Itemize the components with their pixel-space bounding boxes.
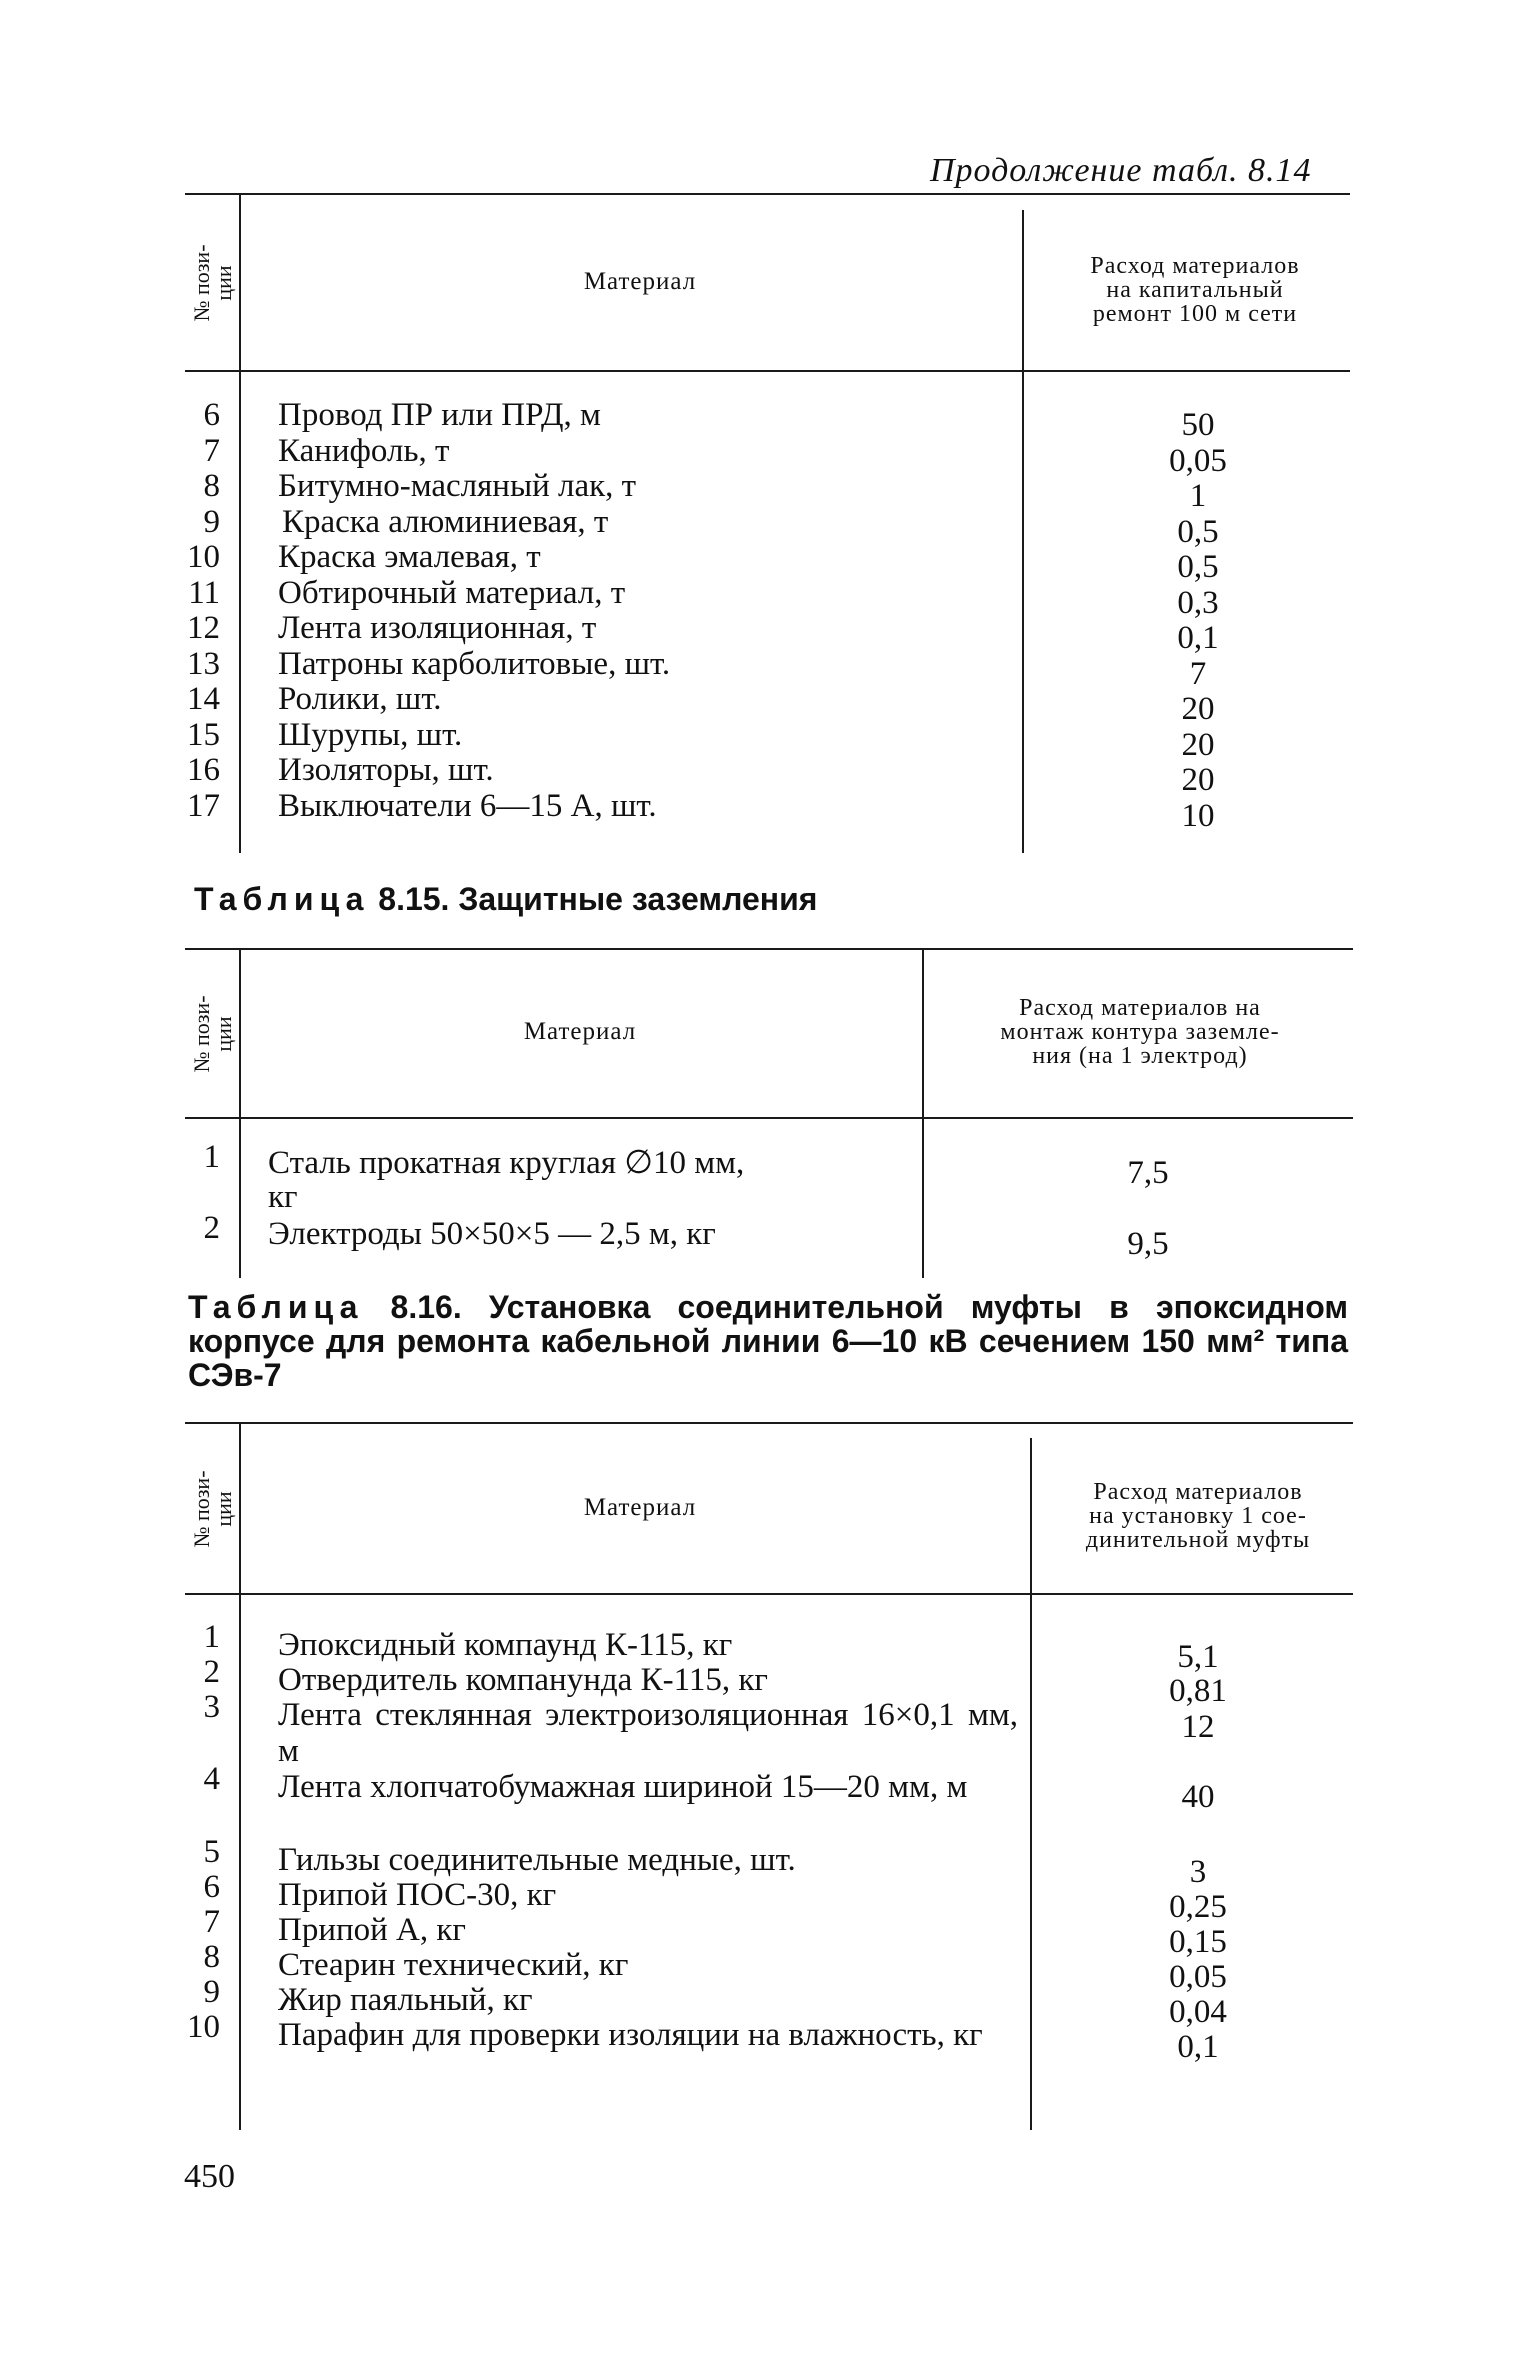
material-quantity: 7 [1189,655,1207,692]
material-column-header: Материал [583,268,697,295]
position-number: 6 [203,397,220,433]
material-name: Припой ПОС-30, кг [278,1877,557,1913]
position-number: 3 [203,1689,220,1725]
material-name: Стеарин технический, кг [278,1947,629,1983]
material-name: Эпоксидный компаунд К-115, кг [278,1627,733,1663]
material-quantity: 0,15 [1169,1924,1227,1960]
column-divider [922,948,924,1278]
material-quantity: 0,05 [1169,1959,1227,1995]
material-quantity: 20 [1181,726,1215,763]
table-header-rule [185,1593,1353,1595]
continuation-header: Продолжение табл. 8.14 [930,152,1312,189]
table-row [0,397,1536,443]
material-name: Канифоль, т [278,432,450,469]
table-row [0,468,1536,514]
material-name: Шурупы, шт. [278,716,463,753]
position-column-header: № пози- ции [189,1470,236,1548]
position-number: 15 [187,716,220,753]
table-top-rule [185,948,1353,950]
material-name: Электроды 50×50×5 — 2,5 м, кг [268,1216,716,1252]
material-quantity: 0,5 [1177,513,1219,550]
position-number: 10 [187,2009,220,2045]
material-name-continued: кг [268,1179,298,1215]
position-number: 16 [187,752,220,788]
material-quantity: 0,05 [1169,442,1227,479]
material-quantity: 40 [1181,1779,1215,1815]
material-quantity: 50 [1181,407,1215,443]
position-number: 14 [187,681,220,717]
caption-text: 8.16. Установка соединительной муфты в эпоксидном корпусе для ремонта кабельной линии 6—10 кВ сечением 150 мм² типа СЭв-7 [188,1289,1349,1393]
table-caption [194,882,817,916]
material-name: Лента изоляционная, т [278,610,597,646]
material-name: Выключатели 6—15 А, шт. [278,787,657,824]
rate-column-header: Расход материалов на установку 1 сое- динительной муфты [1085,1479,1311,1553]
material-quantity: 0,5 [1177,549,1219,585]
table-header-rule [185,370,1350,372]
caption-text: 8.15. Защитные заземления [378,881,818,917]
position-number: 7 [203,1904,220,1940]
table-body [0,397,1536,834]
table-row [0,503,1536,550]
position-number: 2 [203,1210,220,1246]
table-row [0,574,1536,621]
material-quantity: 5,1 [1177,1639,1219,1675]
table-row [0,716,1536,763]
material-quantity: 9,5 [1127,1226,1169,1262]
table-row [0,787,1536,834]
position-number: 10 [187,539,220,575]
position-number: 12 [187,610,220,646]
position-number: 11 [188,574,220,611]
material-quantity: 0,1 [1177,620,1219,656]
material-quantity: 0,3 [1177,584,1219,621]
page-number: 450 [184,2158,235,2195]
material-quantity: 10 [1181,797,1215,834]
material-quantity: 3 [1189,1854,1207,1890]
table-caption [188,1290,1348,1392]
material-name: Отвердитель компанунда К-115, кг [278,1662,768,1698]
material-name: Гильзы соединительные медные, шт. [278,1842,796,1878]
caption-label: Таблица [188,1289,364,1325]
material-quantity: 20 [1181,762,1215,798]
position-number: 8 [203,1939,220,1975]
rate-column-header: Расход материалов на капитальный ремонт 100 м сети [1090,253,1300,327]
column-divider [239,948,241,1278]
caption-label: Таблица [194,881,370,917]
position-number: 1 [203,1139,220,1175]
material-name: Краска эмалевая, т [278,539,541,575]
material-column-header: Материал [583,1494,697,1521]
table-top-rule [185,1422,1353,1424]
table-row [0,681,1536,727]
table-top-rule [185,193,1350,195]
position-number: 6 [203,1869,220,1905]
material-name: Лента стеклянная электроизоляционная 16×0,1 мм, м [278,1697,1018,1769]
position-number: 2 [203,1654,220,1690]
table-row [0,610,1536,656]
column-divider [1030,1438,1032,2130]
material-quantity: 0,1 [1177,2029,1219,2065]
material-name: Сталь прокатная круглая ∅10 мм, [268,1145,745,1181]
table-row [0,432,1536,479]
material-name: Ролики, шт. [278,681,442,717]
position-number: 4 [203,1761,220,1797]
material-name: Лента хлопчатобумажная шириной 15—20 мм, м [278,1769,968,1805]
material-quantity: 12 [1181,1709,1215,1745]
position-column-header: № пози- ции [189,244,236,322]
material-name: Провод ПР или ПРД, м [278,397,601,433]
position-number: 9 [203,1974,220,2010]
position-column-header: № пози- ции [189,995,236,1073]
table-header-rule [185,1117,1353,1119]
material-column-header: Материал [523,1018,637,1045]
position-number: 13 [187,645,220,682]
position-number: 8 [203,468,220,504]
material-name: Жир паяльный, кг [278,1982,533,2018]
position-number: 7 [203,432,220,469]
material-quantity: 0,25 [1169,1889,1227,1925]
material-quantity: 1 [1189,478,1207,514]
material-name: Битумно-масляный лак, т [278,468,637,504]
position-number: 1 [203,1619,220,1655]
column-divider [239,1422,241,2130]
position-number: 9 [203,503,220,540]
material-name: Изоляторы, шт. [278,752,494,788]
position-number: 5 [203,1834,220,1870]
material-quantity: 7,5 [1127,1155,1169,1191]
material-name: Парафин для проверки изоляции на влажность, кг [278,2017,983,2053]
material-name: Краска алюминиевая, т [282,503,609,540]
material-quantity: 0,04 [1169,1994,1227,2030]
table-row [0,645,1536,692]
table-row [0,752,1536,798]
material-name: Патроны карболитовые, шт. [278,645,671,682]
material-name: Припой А, кг [278,1912,466,1948]
table-row [0,539,1536,585]
material-quantity: 0,81 [1169,1673,1227,1709]
rate-column-header: Расход материалов на монтаж контура заземле- ния (на 1 электрод) [1000,995,1280,1069]
material-quantity: 20 [1181,691,1215,727]
position-number: 17 [187,787,220,824]
material-name: Обтирочный материал, т [278,574,626,611]
